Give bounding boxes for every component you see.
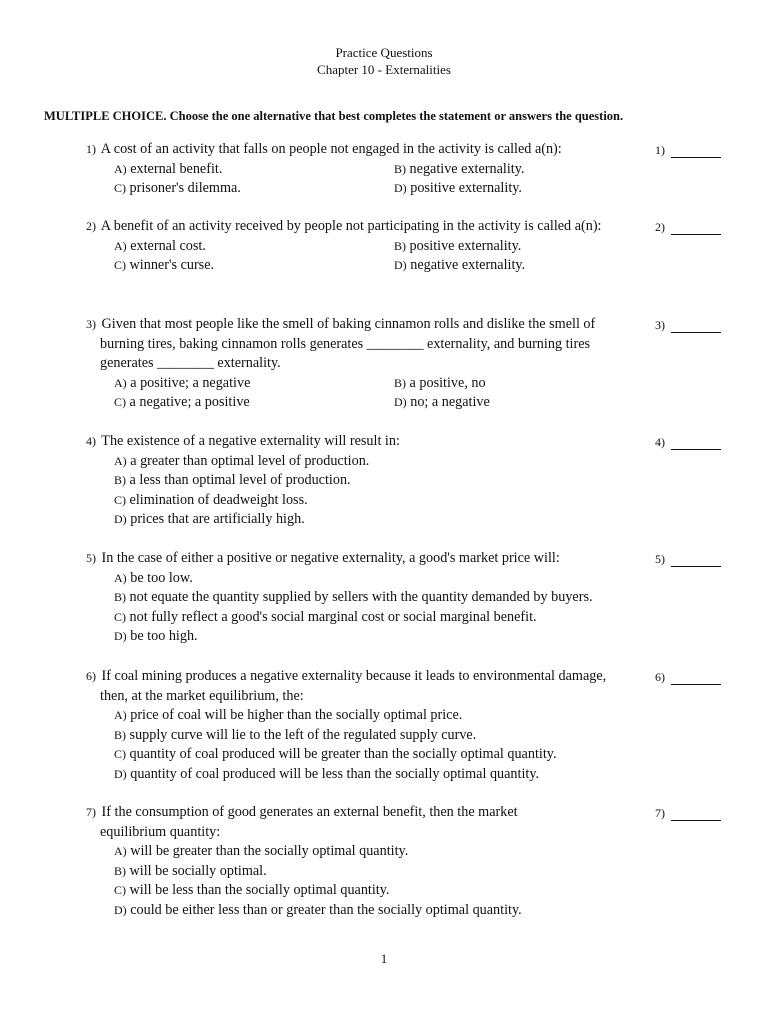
- option-letter: D): [114, 629, 127, 644]
- question-2: [86, 217, 726, 276]
- option-b: [114, 726, 726, 746]
- answer-blank-2[interactable]: [655, 219, 721, 235]
- answer-label: 3): [655, 318, 665, 332]
- option-a: [114, 374, 394, 394]
- option-letter: C): [114, 883, 126, 898]
- answer-blank-4[interactable]: [655, 434, 721, 450]
- option-letter: B): [114, 473, 126, 488]
- question-3: [86, 315, 726, 413]
- option-letter: B): [394, 238, 406, 253]
- option-c: [114, 608, 726, 628]
- question-number: 2): [86, 219, 96, 233]
- option-letter: D): [394, 258, 407, 273]
- option-text: a negative; a positive: [129, 394, 250, 411]
- option-b: [114, 471, 726, 491]
- question-text: A cost of an activity that falls on people not engaged in the activity is called a(n):: [100, 141, 562, 157]
- option-letter: C): [114, 492, 126, 507]
- option-text: quantity of coal produced will be greater than the socially optimal quantity.: [129, 746, 557, 763]
- question-5: [86, 549, 726, 647]
- answer-label: 4): [655, 435, 665, 449]
- option-text: not equate the quantity supplied by sellers with the quantity demanded by buyers.: [129, 589, 593, 606]
- option-c: [114, 745, 726, 765]
- option-text: not fully reflect a good's social marginal cost or social marginal benefit.: [129, 608, 537, 625]
- option-letter: D): [114, 512, 127, 527]
- option-letter: B): [114, 863, 126, 878]
- answer-label: 5): [655, 552, 665, 566]
- option-a: [114, 842, 726, 862]
- answer-label: 2): [655, 220, 665, 234]
- option-letter: A): [114, 375, 127, 390]
- chapter-title: Chapter 10 - Externalities: [317, 62, 451, 77]
- options-grid: [86, 374, 726, 413]
- options-list: [86, 452, 726, 530]
- option-letter: D): [114, 766, 127, 781]
- option-d: [394, 393, 694, 413]
- option-text: a less than optimal level of production.: [129, 472, 351, 489]
- option-a: [114, 569, 726, 589]
- answer-label: 7): [655, 806, 665, 820]
- option-text: quantity of coal produced will be less than the socially optimal quantity.: [130, 765, 540, 782]
- option-text: elimination of deadweight loss.: [129, 491, 308, 508]
- question-stem: [86, 549, 660, 569]
- option-text: be too high.: [130, 628, 198, 645]
- option-d: [394, 256, 694, 276]
- option-letter: C): [114, 181, 126, 196]
- question-number: 7): [86, 805, 96, 819]
- answer-line[interactable]: [671, 671, 721, 685]
- question-text: If coal mining produces a negative externality because it leads to environmental damage, then, at the market equilibrium, the:: [100, 668, 607, 704]
- option-letter: A): [114, 708, 127, 723]
- option-d: [394, 179, 694, 199]
- answer-line[interactable]: [671, 319, 721, 333]
- options-grid: [86, 237, 726, 276]
- option-d: [114, 765, 726, 785]
- option-letter: A): [114, 453, 127, 468]
- option-letter: C): [114, 258, 126, 273]
- option-text: will be greater than the socially optimal quantity.: [130, 843, 409, 860]
- option-a: [114, 237, 394, 257]
- option-d: [114, 627, 726, 647]
- option-letter: C): [114, 395, 126, 410]
- option-b: [394, 374, 694, 394]
- options-list: [86, 706, 726, 784]
- option-c: [114, 491, 726, 511]
- question-stem: [86, 803, 570, 842]
- options-list: [86, 569, 726, 647]
- answer-line[interactable]: [671, 553, 721, 567]
- option-letter: B): [394, 375, 406, 390]
- option-text: positive externality.: [410, 180, 522, 197]
- option-c: [114, 179, 394, 199]
- answer-blank-3[interactable]: [655, 317, 721, 333]
- option-text: be too low.: [130, 569, 193, 586]
- answer-line[interactable]: [671, 807, 721, 821]
- option-b: [114, 862, 726, 882]
- option-a: [114, 160, 394, 180]
- answer-line[interactable]: [671, 221, 721, 235]
- answer-line[interactable]: [671, 144, 721, 158]
- question-stem: [86, 432, 630, 452]
- option-letter: A): [114, 570, 127, 585]
- option-text: no; a negative: [410, 394, 490, 411]
- options-grid: [86, 160, 726, 199]
- answer-blank-5[interactable]: [655, 551, 721, 567]
- option-letter: D): [394, 181, 407, 196]
- question-stem: [86, 315, 630, 374]
- option-c: [114, 256, 394, 276]
- option-text: external cost.: [130, 237, 206, 254]
- question-4: [86, 432, 726, 530]
- option-text: a greater than optimal level of production.: [130, 452, 370, 469]
- option-letter: A): [114, 238, 127, 253]
- question-number: 3): [86, 317, 96, 331]
- option-text: will be socially optimal.: [129, 862, 267, 879]
- answer-line[interactable]: [671, 436, 721, 450]
- answer-blank-1[interactable]: [655, 142, 721, 158]
- option-b: [394, 160, 694, 180]
- option-text: negative externality.: [410, 257, 526, 274]
- option-letter: B): [114, 727, 126, 742]
- page-number: 1: [380, 951, 388, 966]
- question-number: 5): [86, 551, 96, 565]
- option-a: [114, 706, 726, 726]
- option-text: winner's curse.: [129, 257, 215, 274]
- option-a: [114, 452, 726, 472]
- option-d: [114, 901, 726, 921]
- answer-blank-7[interactable]: [655, 805, 721, 821]
- document-title: Practice Questions: [335, 45, 433, 60]
- options-list: [86, 842, 726, 920]
- option-text: prisoner's dilemma.: [129, 180, 241, 197]
- question-text: The existence of a negative externality will result in:: [101, 433, 400, 449]
- answer-label: 6): [655, 670, 665, 684]
- option-text: prices that are artificially high.: [130, 511, 305, 528]
- question-text: In the case of either a positive or negative externality, a good's market price will:: [101, 550, 560, 566]
- question-7: [86, 803, 726, 921]
- option-text: negative externality.: [409, 160, 525, 177]
- question-stem: [86, 667, 610, 706]
- option-text: will be less than the socially optimal quantity.: [129, 882, 390, 899]
- option-letter: D): [394, 395, 407, 410]
- option-letter: D): [114, 902, 127, 917]
- question-text: If the consumption of good generates an external benefit, then the market equilibrium quantity:: [100, 804, 518, 840]
- option-text: price of coal will be higher than the socially optimal price.: [130, 707, 463, 724]
- option-letter: B): [394, 161, 406, 176]
- answer-label: 1): [655, 143, 665, 157]
- option-text: supply curve will lie to the left of the regulated supply curve.: [129, 726, 477, 743]
- option-b: [394, 237, 694, 257]
- question-stem: [86, 217, 630, 237]
- option-c: [114, 393, 394, 413]
- question-text: Given that most people like the smell of baking cinnamon rolls and dislike the smell of burning tires, baking cinnamon rolls generates ________ externality, and burning tires generates ________ externality.: [100, 316, 596, 372]
- question-number: 6): [86, 669, 96, 683]
- option-letter: C): [114, 609, 126, 624]
- option-letter: C): [114, 747, 126, 762]
- answer-blank-6[interactable]: [655, 669, 721, 685]
- option-letter: B): [114, 590, 126, 605]
- option-text: a positive, no: [409, 374, 486, 391]
- option-d: [114, 510, 726, 530]
- question-6: [86, 667, 726, 785]
- question-number: 1): [86, 142, 96, 156]
- option-text: could be either less than or greater than the socially optimal quantity.: [130, 901, 522, 918]
- option-c: [114, 881, 726, 901]
- option-letter: A): [114, 161, 127, 176]
- question-stem: [86, 140, 630, 160]
- question-1: [86, 140, 726, 199]
- question-number: 4): [86, 434, 96, 448]
- option-text: external benefit.: [130, 160, 223, 177]
- page-header: [0, 44, 768, 78]
- question-text: A benefit of an activity received by people not participating in the activity is called a(n):: [100, 218, 602, 234]
- section-instructions: MULTIPLE CHOICE. Choose the one alternative that best completes the statement or answers the question.: [44, 109, 624, 123]
- option-letter: A): [114, 844, 127, 859]
- option-b: [114, 588, 726, 608]
- option-text: a positive; a negative: [130, 374, 251, 391]
- option-text: positive externality.: [409, 237, 522, 254]
